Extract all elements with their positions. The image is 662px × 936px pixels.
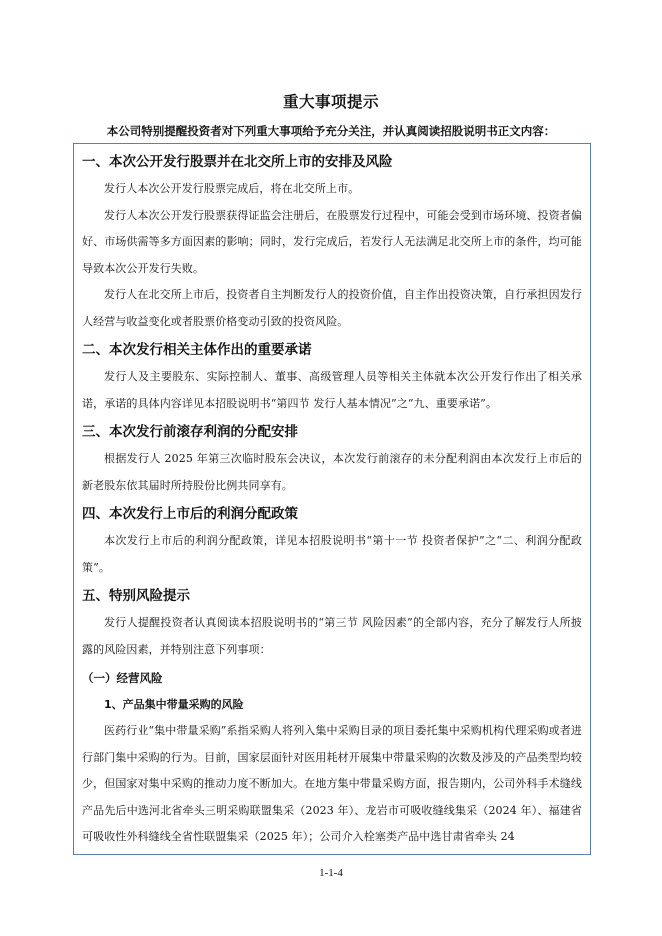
section-heading-4: 四、本次发行上市后的利润分配政策 — [82, 506, 298, 522]
section-4-paragraph-1: 本次发行上市后的利润分配政策，详见本招股说明书“第十一节 投资者保护”之“二、利润分配政策”。 — [82, 534, 582, 574]
procurement-risk-paragraph: 医药行业“集中带量采购”系指采购人将列入集中采购目录的项目委托集中采购机构代理采购或者进行部门集中采购的行为。目前，国家层面针对医用耗材开展集中带量采购的次数及涉及的产品类型均较少，但国家对集中采购的推动力度不断加大。在地方集中带量采购方面，报告期内，公司外科手术缝线产品先后中选河北省牵头三明采购联盟集采（2023 年）、龙岩市可吸收缝线集采（2024 年）、福建省可吸收性外科缝线全省性联盟集采（2025 年）；公司介入栓塞类产品中选甘肃省牵头 24 — [82, 724, 582, 843]
intro-statement: 本公司特别提醒投资者对下列重大事项给予充分关注，并认真阅读招股说明书正文内容： — [106, 124, 556, 138]
section-heading-2: 二、本次发行相关主体作出的重要承诺 — [82, 342, 312, 358]
section-heading-1: 一、本次公开发行股票并在北交所上市的安排及风险 — [82, 154, 393, 170]
section-heading-5: 五、特别风险提示 — [82, 588, 190, 604]
section-heading-3: 三、本次发行前滚存利润的分配安排 — [82, 424, 298, 440]
page-number: 1-1-4 — [319, 867, 343, 879]
sub-heading-operating-risk: （一）经营风险 — [82, 671, 163, 685]
notice-box — [73, 143, 591, 855]
section-5-paragraph-1: 发行人提醒投资者认真阅读本招股说明书的“第三节 风险因素”的全部内容，充分了解发行人所披露的风险因素，并特别注意下列事项： — [82, 616, 582, 656]
section-1-paragraph-2: 发行人本次公开发行股票获得证监会注册后，在股票发行过程中，可能会受到市场环境、投资者偏好、市场供需等多方面因素的影响；同时，发行完成后，若发行人无法满足北交所上市的条件，均可能导致本次公开发行失败。 — [82, 208, 582, 275]
section-2-paragraph-1: 发行人及主要股东、实际控制人、董事、高级管理人员等相关主体就本次公开发行作出了相关承诺，承诺的具体内容详见本招股说明书“第四节 发行人基本情况”之“九、重要承诺”。 — [82, 370, 582, 410]
page-title: 重大事项提示 — [282, 93, 379, 111]
notice-content — [82, 144, 582, 851]
section-1-paragraph-1: 发行人本次公开发行股票完成后，将在北交所上市。 — [104, 182, 360, 195]
sub-sub-heading-procurement-risk: 1、产品集中带量采购的风险 — [104, 698, 244, 711]
section-1-paragraph-3: 发行人在北交所上市后，投资者自主判断发行人的投资价值，自主作出投资决策，自行承担因发行人经营与收益变化或者股票价格变动引致的投资风险。 — [82, 288, 582, 328]
section-3-paragraph-1: 根据发行人 2025 年第三次临时股东会决议，本次发行前滚存的未分配利润由本次发行上市后的新老股东依其届时所持股份比例共同享有。 — [82, 452, 582, 492]
